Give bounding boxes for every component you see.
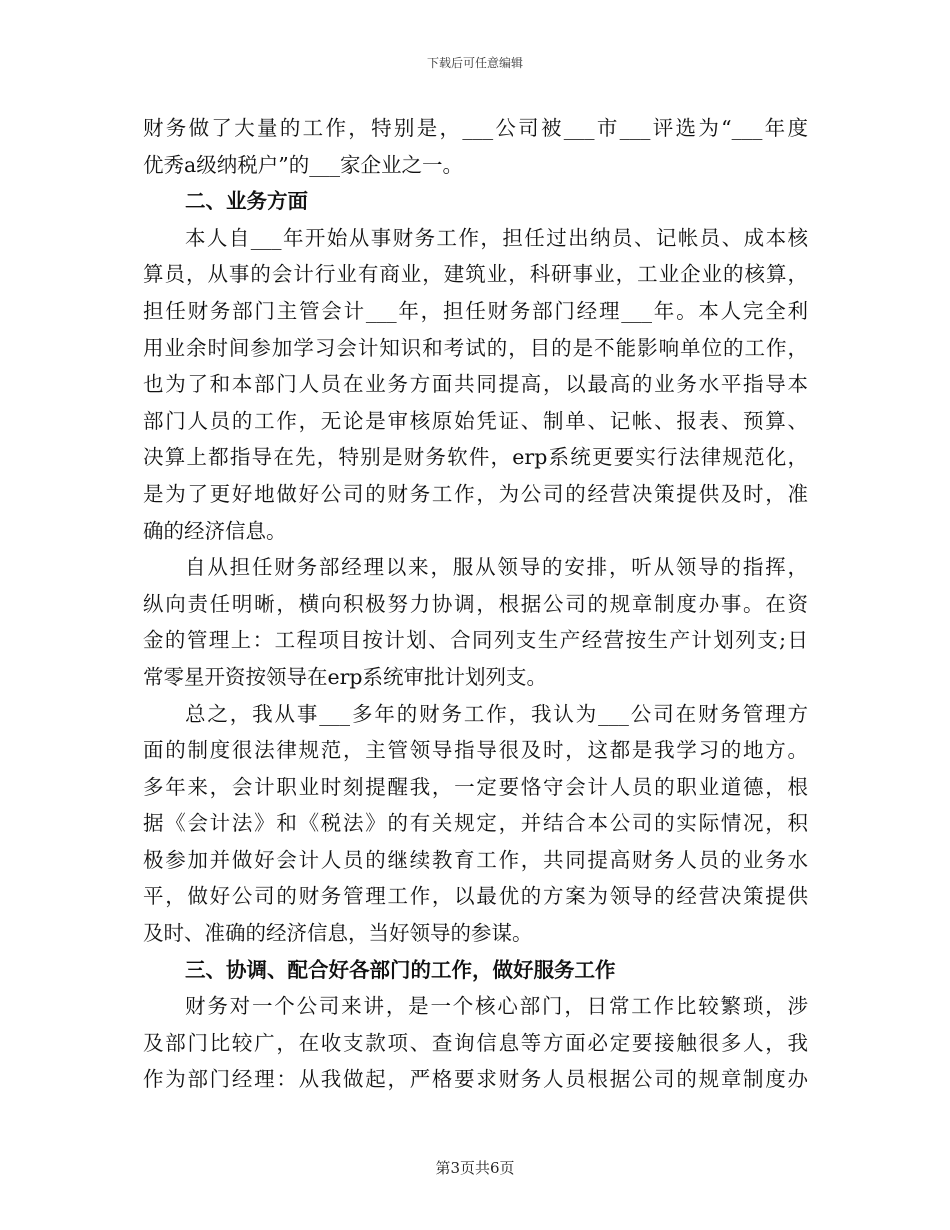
text-line: 纵向责任明晰，横向积极努力协调，根据公司的规章制度办事。在资 <box>143 591 808 616</box>
section-heading: 三、协调、配合好各部门的工作，做好服务工作 <box>185 957 616 982</box>
text-line: 确的经济信息。 <box>143 518 287 543</box>
text-line: 部门人员的工作，无论是审核原始凭证、制单、记帐、报表、预算、 <box>143 408 808 433</box>
text-line: 平，做好公司的财务管理工作，以最优的方案为领导的经营决策提供 <box>143 884 808 909</box>
text-line: 是为了更好地做好公司的财务工作，为公司的经营决策提供及时，准 <box>143 481 808 506</box>
text-line: 面的制度很法律规范，主管领导指导很及时，这都是我学习的地方。 <box>143 738 808 763</box>
text-line: 财务对一个公司来讲，是一个核心部门，日常工作比较繁琐，涉 <box>185 994 808 1019</box>
page-header: 下载后可任意编辑 <box>426 56 523 70</box>
text-line: 优秀a级纳税户”的___家企业之一。 <box>143 152 463 177</box>
text-line: 也为了和本部门人员在业务方面共同提高，以最高的业务水平指导本 <box>143 372 808 397</box>
page-footer: 第3页共6页 <box>435 1159 515 1177</box>
text-line: 算员，从事的会计行业有商业，建筑业，科研事业，工业企业的核算， <box>143 262 808 287</box>
text-line: 决算上都指导在先，特别是财务软件，erp系统更要实行法律规范化， <box>143 445 808 470</box>
text-line: 及部门比较广，在收支款项、查询信息等方面必定要接触很多人，我 <box>143 1030 808 1055</box>
text-line: 多年来，会计职业时刻提醒我，一定要恪守会计人员的职业道德，根 <box>143 774 808 799</box>
text-line: 用业余时间参加学习会计知识和考试的，目的是不能影响单位的工作， <box>143 335 808 360</box>
text-line: 自从担任财务部经理以来，服从领导的安排，听从领导的指挥， <box>185 555 808 580</box>
text-line: 及时、准确的经济信息，当好领导的参谋。 <box>143 921 533 946</box>
text-line: 本人自___年开始从事财务工作，担任过出纳员、记帐员、成本核 <box>185 225 808 250</box>
text-line: 总之，我从事___多年的财务工作，我认为___公司在财务管理方 <box>185 701 808 726</box>
text-line: 据《会计法》和《税法》的有关规定，并结合本公司的实际情况，积 <box>143 811 808 836</box>
text-line: 金的管理上：工程项目按计划、合同列支生产经营按生产计划列支;日 <box>143 628 808 653</box>
text-line: 财务做了大量的工作，特别是，___公司被___市___评选为“___年度 <box>143 116 808 140</box>
text-line: 极参加并做好会计人员的继续教育工作，共同提高财务人员的业务水 <box>143 847 808 872</box>
text-line: 担任财务部门主管会计___年，担任财务部门经理___年。本人完全利 <box>143 298 808 323</box>
section-heading: 二、业务方面 <box>185 189 308 214</box>
text-line: 常零星开资按领导在erp系统审批计划列支。 <box>143 664 548 689</box>
text-line: 作为部门经理：从我做起，严格要求财务人员根据公司的规章制度办 <box>143 1067 808 1092</box>
document-body <box>143 110 808 1098</box>
